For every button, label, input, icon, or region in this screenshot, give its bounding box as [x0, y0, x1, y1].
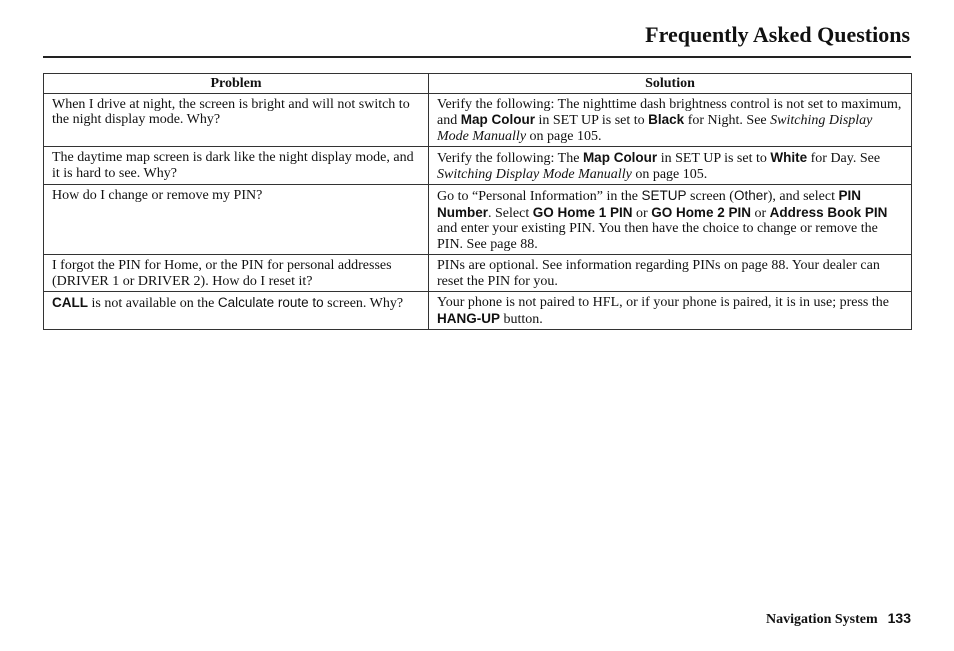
- page-title: Frequently Asked Questions: [645, 22, 910, 47]
- problem-cell: [44, 185, 429, 255]
- problem-column-header: Problem: [44, 74, 429, 94]
- solution-text: in SET UP is set to: [534, 113, 649, 128]
- pin-number-label: PIN Number: [437, 188, 861, 220]
- problem-text: I forgot the PIN for Home, or the PIN for personal addresses (DRIVER 1 or DRIVER 2). How do I reset it?: [52, 258, 392, 289]
- table-row: [44, 185, 912, 255]
- solution-text: for Day. See: [807, 151, 881, 166]
- other-label: Other: [733, 188, 768, 203]
- call-label: CALL: [52, 295, 88, 310]
- problem-cell: [44, 147, 429, 185]
- solution-text: for Night. See: [684, 113, 771, 128]
- hang-up-label: HANG-UP: [437, 310, 500, 326]
- solution-text: PINs are optional. See information regarding PINs on page 88. Your dealer can reset the PIN for you.: [437, 258, 880, 289]
- solution-text: in SET UP is set to: [657, 151, 771, 166]
- solution-text: . Select: [488, 205, 533, 221]
- solution-cell: [429, 292, 912, 330]
- black-label: Black: [648, 112, 685, 127]
- solution-text: ), and select: [767, 189, 839, 204]
- go-home-2-pin-label: GO Home 2 PIN: [651, 204, 751, 220]
- setup-screen-label: SETUP: [641, 188, 687, 203]
- footer-section-title: Navigation System: [766, 612, 878, 627]
- calculate-route-to-label: Calculate route to: [217, 295, 324, 310]
- problem-text: screen. Why?: [323, 296, 404, 311]
- solution-cell: [429, 147, 912, 185]
- solution-cell: [429, 255, 912, 292]
- go-home-1-pin-label: GO Home 1 PIN: [532, 204, 633, 220]
- problem-text: How do I change or remove my PIN?: [52, 188, 263, 203]
- solution-text: screen (: [686, 189, 734, 204]
- section-reference: Switching Display Mode Manually: [437, 166, 632, 182]
- problem-text: is not available on the: [88, 296, 218, 311]
- map-colour-label: Map Colour: [582, 150, 658, 165]
- solution-text: Your phone is not paired to HFL, or if your phone is paired, it is in use; press the: [437, 295, 889, 310]
- problem-text: When I drive at night, the screen is bright and will not switch to the night display mode. Why?: [52, 96, 410, 127]
- address-book-pin-label: Address Book PIN: [769, 204, 888, 220]
- solution-column-header: Solution: [429, 74, 912, 94]
- solution-cell: [429, 185, 912, 255]
- section-reference: Switching Display Mode Manually: [437, 113, 873, 144]
- page-number: 133: [887, 610, 911, 626]
- problem-cell: [44, 255, 429, 292]
- solution-text: on page 105.: [526, 128, 602, 144]
- faq-table: [43, 73, 912, 330]
- problem-cell: [44, 292, 429, 330]
- page-footer: [766, 610, 911, 628]
- solution-text: and enter your existing PIN. You then have the choice to change or remove the PIN. See page 88.: [437, 221, 878, 252]
- problem-text: The daytime map screen is dark like the night display mode, and it is hard to see. Why?: [52, 150, 414, 181]
- solution-text: or: [632, 205, 652, 221]
- table-header-row: [44, 74, 912, 94]
- problem-cell: [44, 93, 429, 147]
- solution-text: or: [750, 205, 770, 221]
- solution-text: Verify the following: The: [437, 151, 583, 166]
- white-label: White: [770, 150, 808, 165]
- table-row: [44, 292, 912, 330]
- map-colour-label: Map Colour: [460, 112, 535, 127]
- table-row: [44, 255, 912, 292]
- table-row: [44, 147, 912, 185]
- table-row: [44, 93, 912, 147]
- solution-cell: [429, 93, 912, 147]
- solution-text: Go to “Personal Information” in the: [437, 189, 642, 204]
- solution-text: button.: [500, 311, 543, 327]
- solution-text: Verify the following: The nighttime dash brightness control is not set to maximum, and: [437, 96, 902, 128]
- solution-text: on page 105.: [631, 166, 708, 182]
- title-divider: [43, 56, 911, 58]
